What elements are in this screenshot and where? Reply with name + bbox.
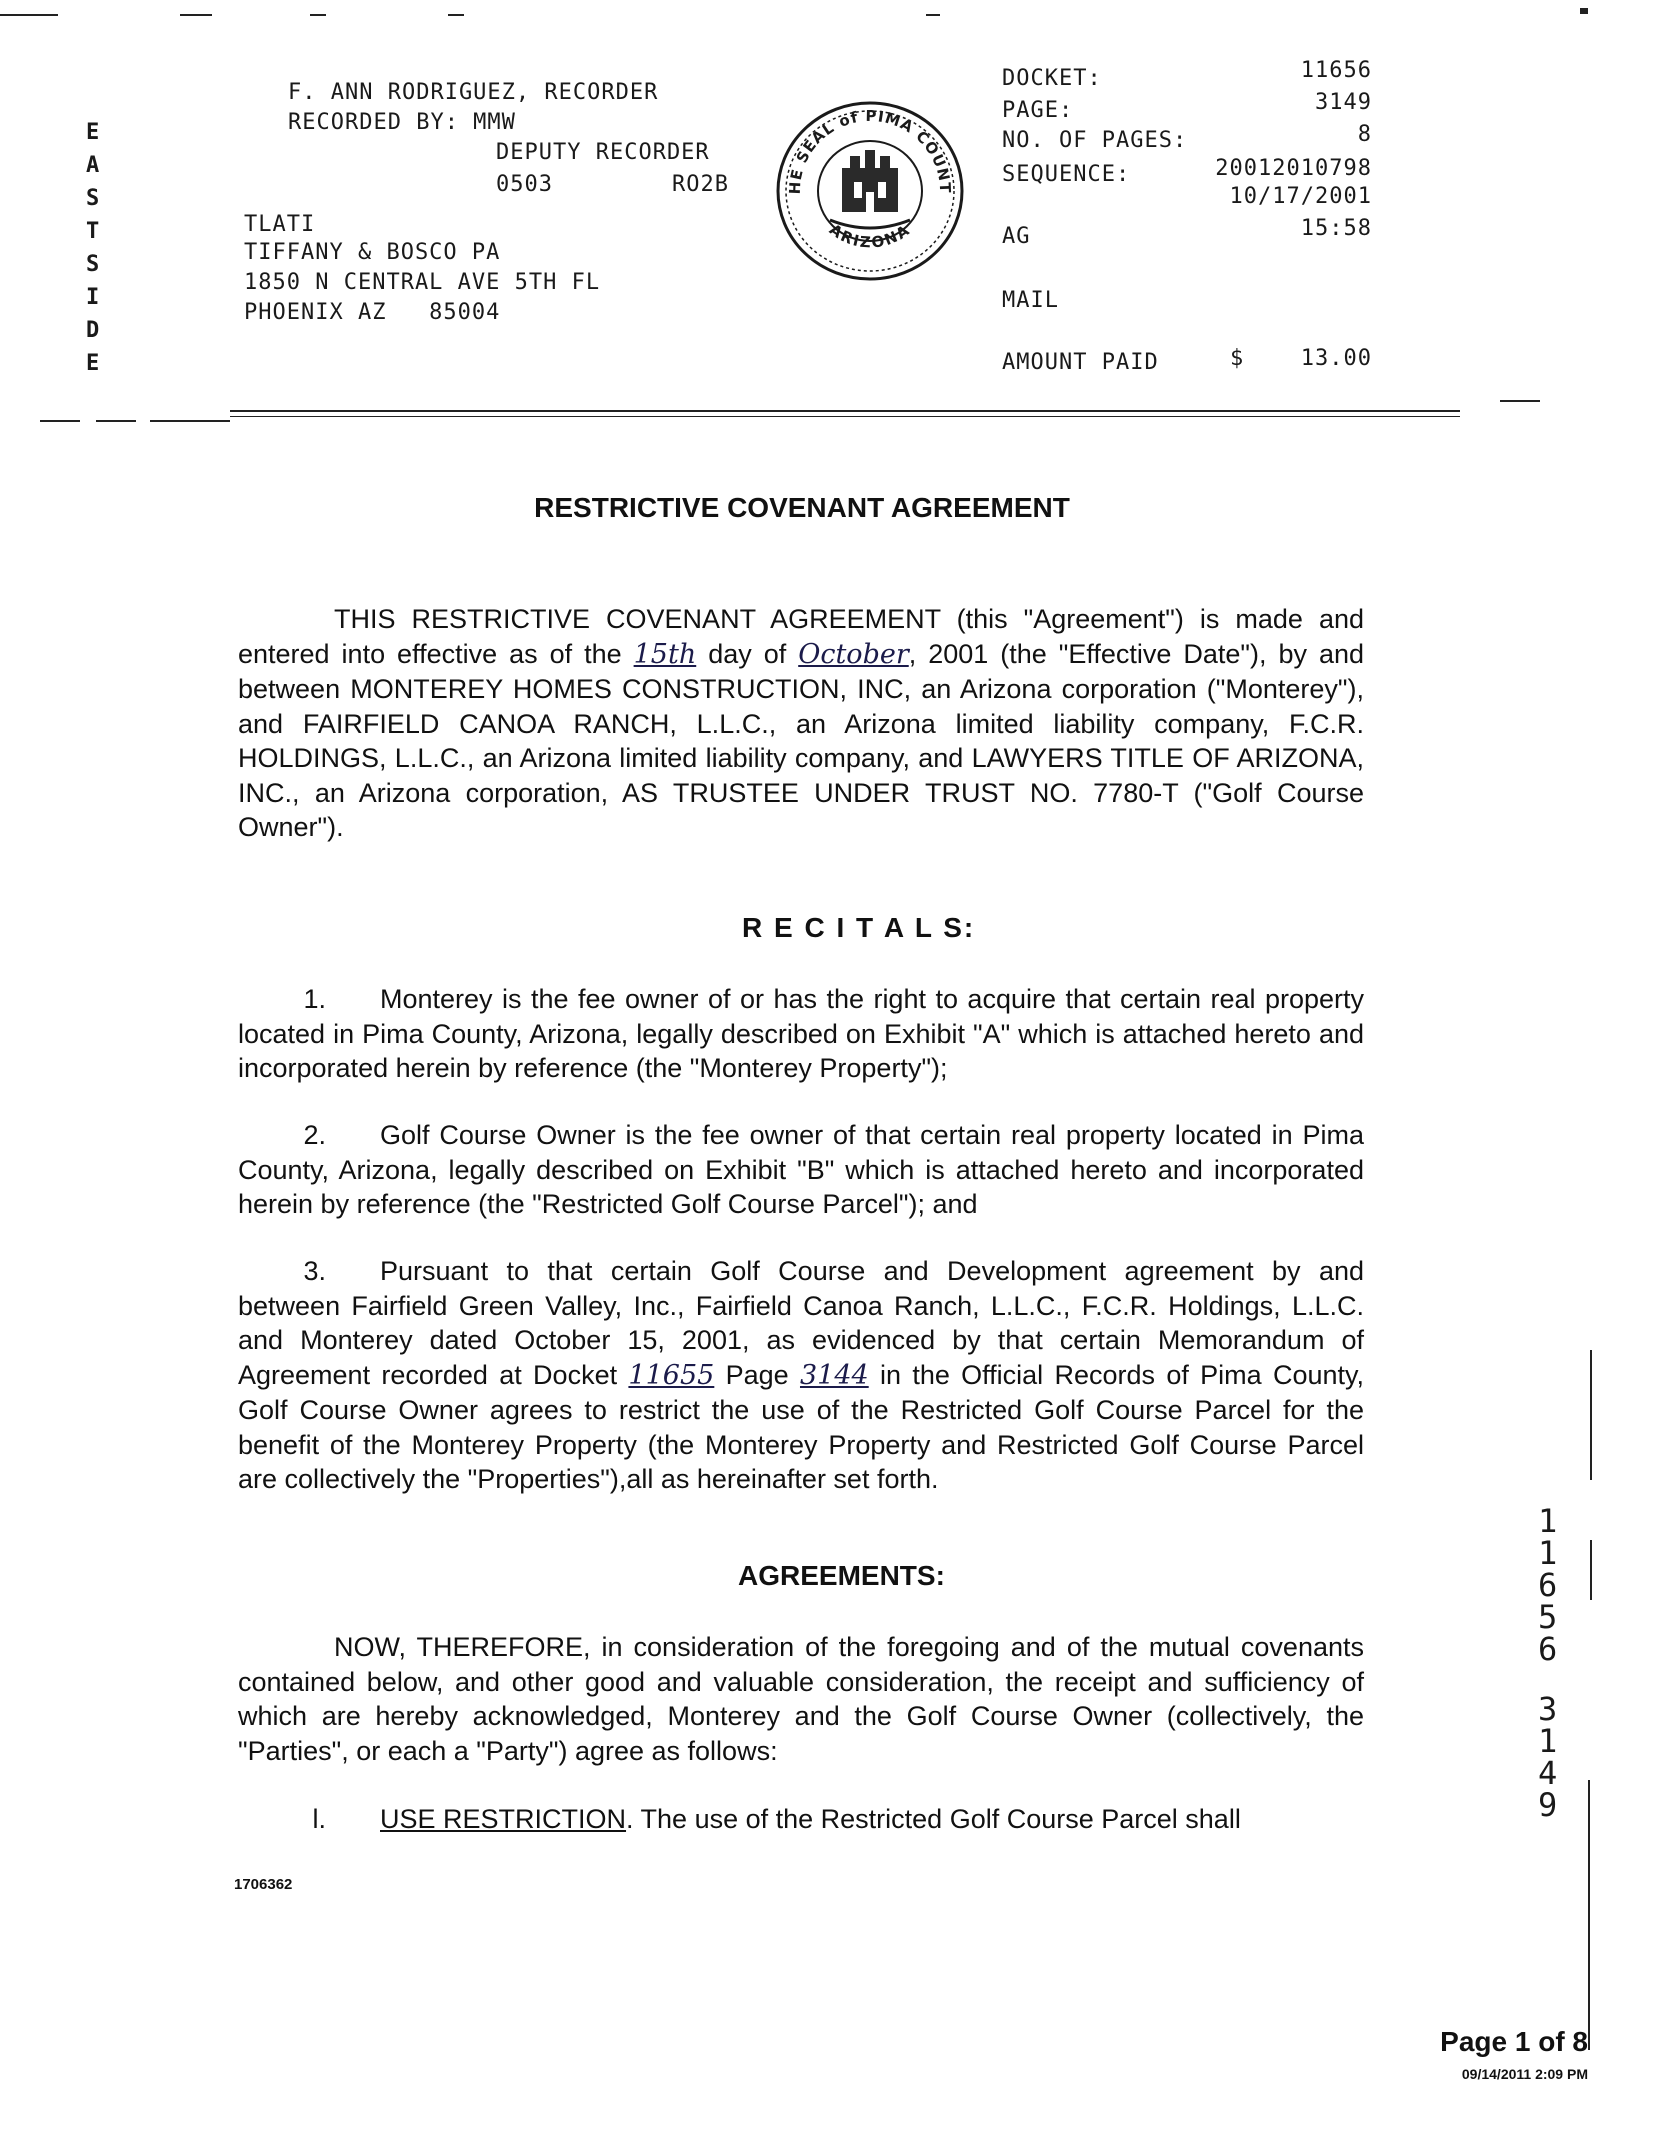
deputy-recorder: DEPUTY RECORDER	[496, 140, 710, 165]
side-letter: S	[86, 252, 100, 277]
page-label: PAGE:	[1002, 98, 1074, 123]
print-timestamp: 09/14/2011 2:09 PM	[1461, 2066, 1588, 2082]
document-number: 1706362	[234, 1876, 293, 1893]
docket-label: DOCKET:	[1002, 66, 1102, 91]
pages-label: NO. OF PAGES:	[1002, 128, 1188, 153]
recital-3	[238, 1254, 1364, 1497]
side-letter: T	[86, 219, 100, 244]
return-address-line1: 1850 N CENTRAL AVE 5TH FL	[244, 270, 601, 295]
recital-text-1: Pursuant to that certain Golf Course and Development agreement by and between Fairfield Green Valley, Inc., Fairfield Canoa Ranch, L.L.C., F.C.R. Holdings, L.L.C. and Monterey dated October 15, 2001, as evidenced by that certain Memorandum of Agreement recorded at Docket	[238, 1256, 1364, 1390]
intro-text-3: , 2001 (the "Effective Date"), by and between MONTEREY HOMES CONSTRUCTION, INC, an Arizona corporation ("Monterey"), and FAIRFIELD CANOA RANCH, L.L.C., an Arizona limited liability company, F.C.R. HOLDINGS, L.L.C., an Arizona limited liability company, and LAWYERS TITLE OF ARIZONA, INC., an Arizona corporation, AS TRUSTEE UNDER TRUST NO. 7780-T ("Golf Course Owner").	[238, 638, 1364, 842]
margin-bar	[1588, 1780, 1590, 2050]
recital-number: 3.	[303, 1256, 326, 1286]
side-letter: D	[86, 318, 100, 343]
recital-text: Monterey is the fee owner of or has the right to acquire that certain real property located in Pima County, Arizona, legally described on Exhibit "A" which is attached hereto and incorporated herein by reference (the "Monterey Property");	[238, 984, 1364, 1083]
margin-digit: 3	[1538, 1690, 1558, 1728]
recitals-heading: R E C I T A L S:	[742, 912, 976, 943]
margin-digit: 6	[1538, 1630, 1558, 1668]
mail-label: MAIL	[1002, 288, 1059, 313]
county-seal	[770, 96, 970, 286]
margin-digit: 5	[1538, 1598, 1558, 1636]
record-date: 10/17/2001	[1229, 184, 1372, 209]
section-text: . The use of the Restricted Golf Course Parcel shall	[626, 1804, 1241, 1834]
side-letter: A	[86, 153, 100, 178]
margin-digit: 6	[1538, 1566, 1558, 1604]
pages-value: 8	[1357, 122, 1372, 147]
recital-number: 2.	[303, 1120, 326, 1150]
recital-number: 1.	[303, 984, 326, 1014]
margin-bar	[1590, 1540, 1592, 1600]
handwritten-page: 3144	[799, 1359, 869, 1391]
now-therefore-paragraph: NOW, THEREFORE, in consideration of the foregoing and of the mutual covenants contained below, and other good and valuable consideration, the receipt and sufficiency of which are hereby acknowledged, Monterey and the Golf Course Owner (collectively, the "Parties", or each a "Party") agree as follows:	[238, 1632, 1364, 1766]
margin-digit: 4	[1538, 1754, 1558, 1792]
margin-digit: 1	[1538, 1722, 1558, 1760]
handwritten-day: 15th	[633, 638, 697, 670]
page-indicator: Page 1 of 8	[1440, 2026, 1588, 2057]
recital-2	[238, 1118, 1364, 1222]
code-tlati: TLATI	[244, 212, 316, 237]
ag-label: AG	[1002, 224, 1031, 249]
recital-text-3: in the Official Records of Pima County, Golf Course Owner agrees to restrict the use of the Restricted Golf Course Parcel for the benefit of the Monterey Property (the Monterey Property and Restricted Golf Course Parcel are collectively the "Properties"),all as hereinafter set forth.	[238, 1359, 1365, 1494]
side-letter: S	[86, 186, 100, 211]
margin-digit: 1	[1538, 1502, 1558, 1540]
document-title: RESTRICTIVE COVENANT AGREEMENT	[534, 492, 1070, 523]
sequence-value: 20012010798	[1215, 156, 1372, 181]
side-letter: E	[86, 120, 100, 145]
intro-text-2: day of	[696, 638, 799, 669]
code-right: RO2B	[672, 172, 729, 197]
handwritten-month: October	[798, 638, 909, 670]
amount-label: AMOUNT PAID	[1002, 350, 1159, 375]
section-title: USE RESTRICTION	[380, 1804, 627, 1834]
recorded-by: RECORDED BY: MMW	[288, 110, 516, 135]
side-letter: E	[86, 351, 100, 376]
docket-value: 11656	[1300, 58, 1372, 83]
margin-bar	[1590, 1350, 1592, 1480]
amount-currency: $	[1230, 346, 1245, 371]
recital-text-2: Page	[714, 1359, 800, 1390]
return-address-line2: PHOENIX AZ 85004	[244, 300, 501, 325]
amount-value: 13.00	[1300, 346, 1372, 371]
sequence-label: SEQUENCE:	[1002, 162, 1131, 187]
section-1	[238, 1802, 1364, 1837]
intro-paragraph	[238, 602, 1364, 845]
record-time: 15:58	[1300, 216, 1372, 241]
recorder-name: F. ANN RODRIGUEZ, RECORDER	[288, 80, 659, 105]
svg-text:THE SEAL of PIMA COUNTY: HE SEAL of PIMA COUNT	[785, 106, 955, 195]
margin-digit: 9	[1538, 1786, 1558, 1824]
handwritten-docket: 11655	[628, 1359, 715, 1391]
margin-digit: 1	[1538, 1534, 1558, 1572]
recital-1	[238, 982, 1364, 1086]
recital-text: Golf Course Owner is the fee owner of that certain real property located in Pima County, Arizona, legally described on Exhibit "B" which is attached hereto and incorporated herein by reference (the "Restricted Golf Course Parcel"); and	[238, 1120, 1364, 1219]
page-value: 3149	[1315, 90, 1372, 115]
svg-text:ARIZONA: ARIZONA	[826, 220, 914, 252]
agreements-heading: AGREEMENTS:	[738, 1560, 945, 1591]
code-left: 0503	[496, 172, 553, 197]
section-number: l.	[312, 1804, 326, 1834]
side-letter: I	[86, 285, 100, 310]
intro-text-1: THIS RESTRICTIVE COVENANT AGREEMENT (this "Agreement") is made and entered into effective as of the	[238, 604, 1364, 669]
return-name: TIFFANY & BOSCO PA	[244, 240, 501, 265]
seal-icon	[770, 96, 970, 286]
